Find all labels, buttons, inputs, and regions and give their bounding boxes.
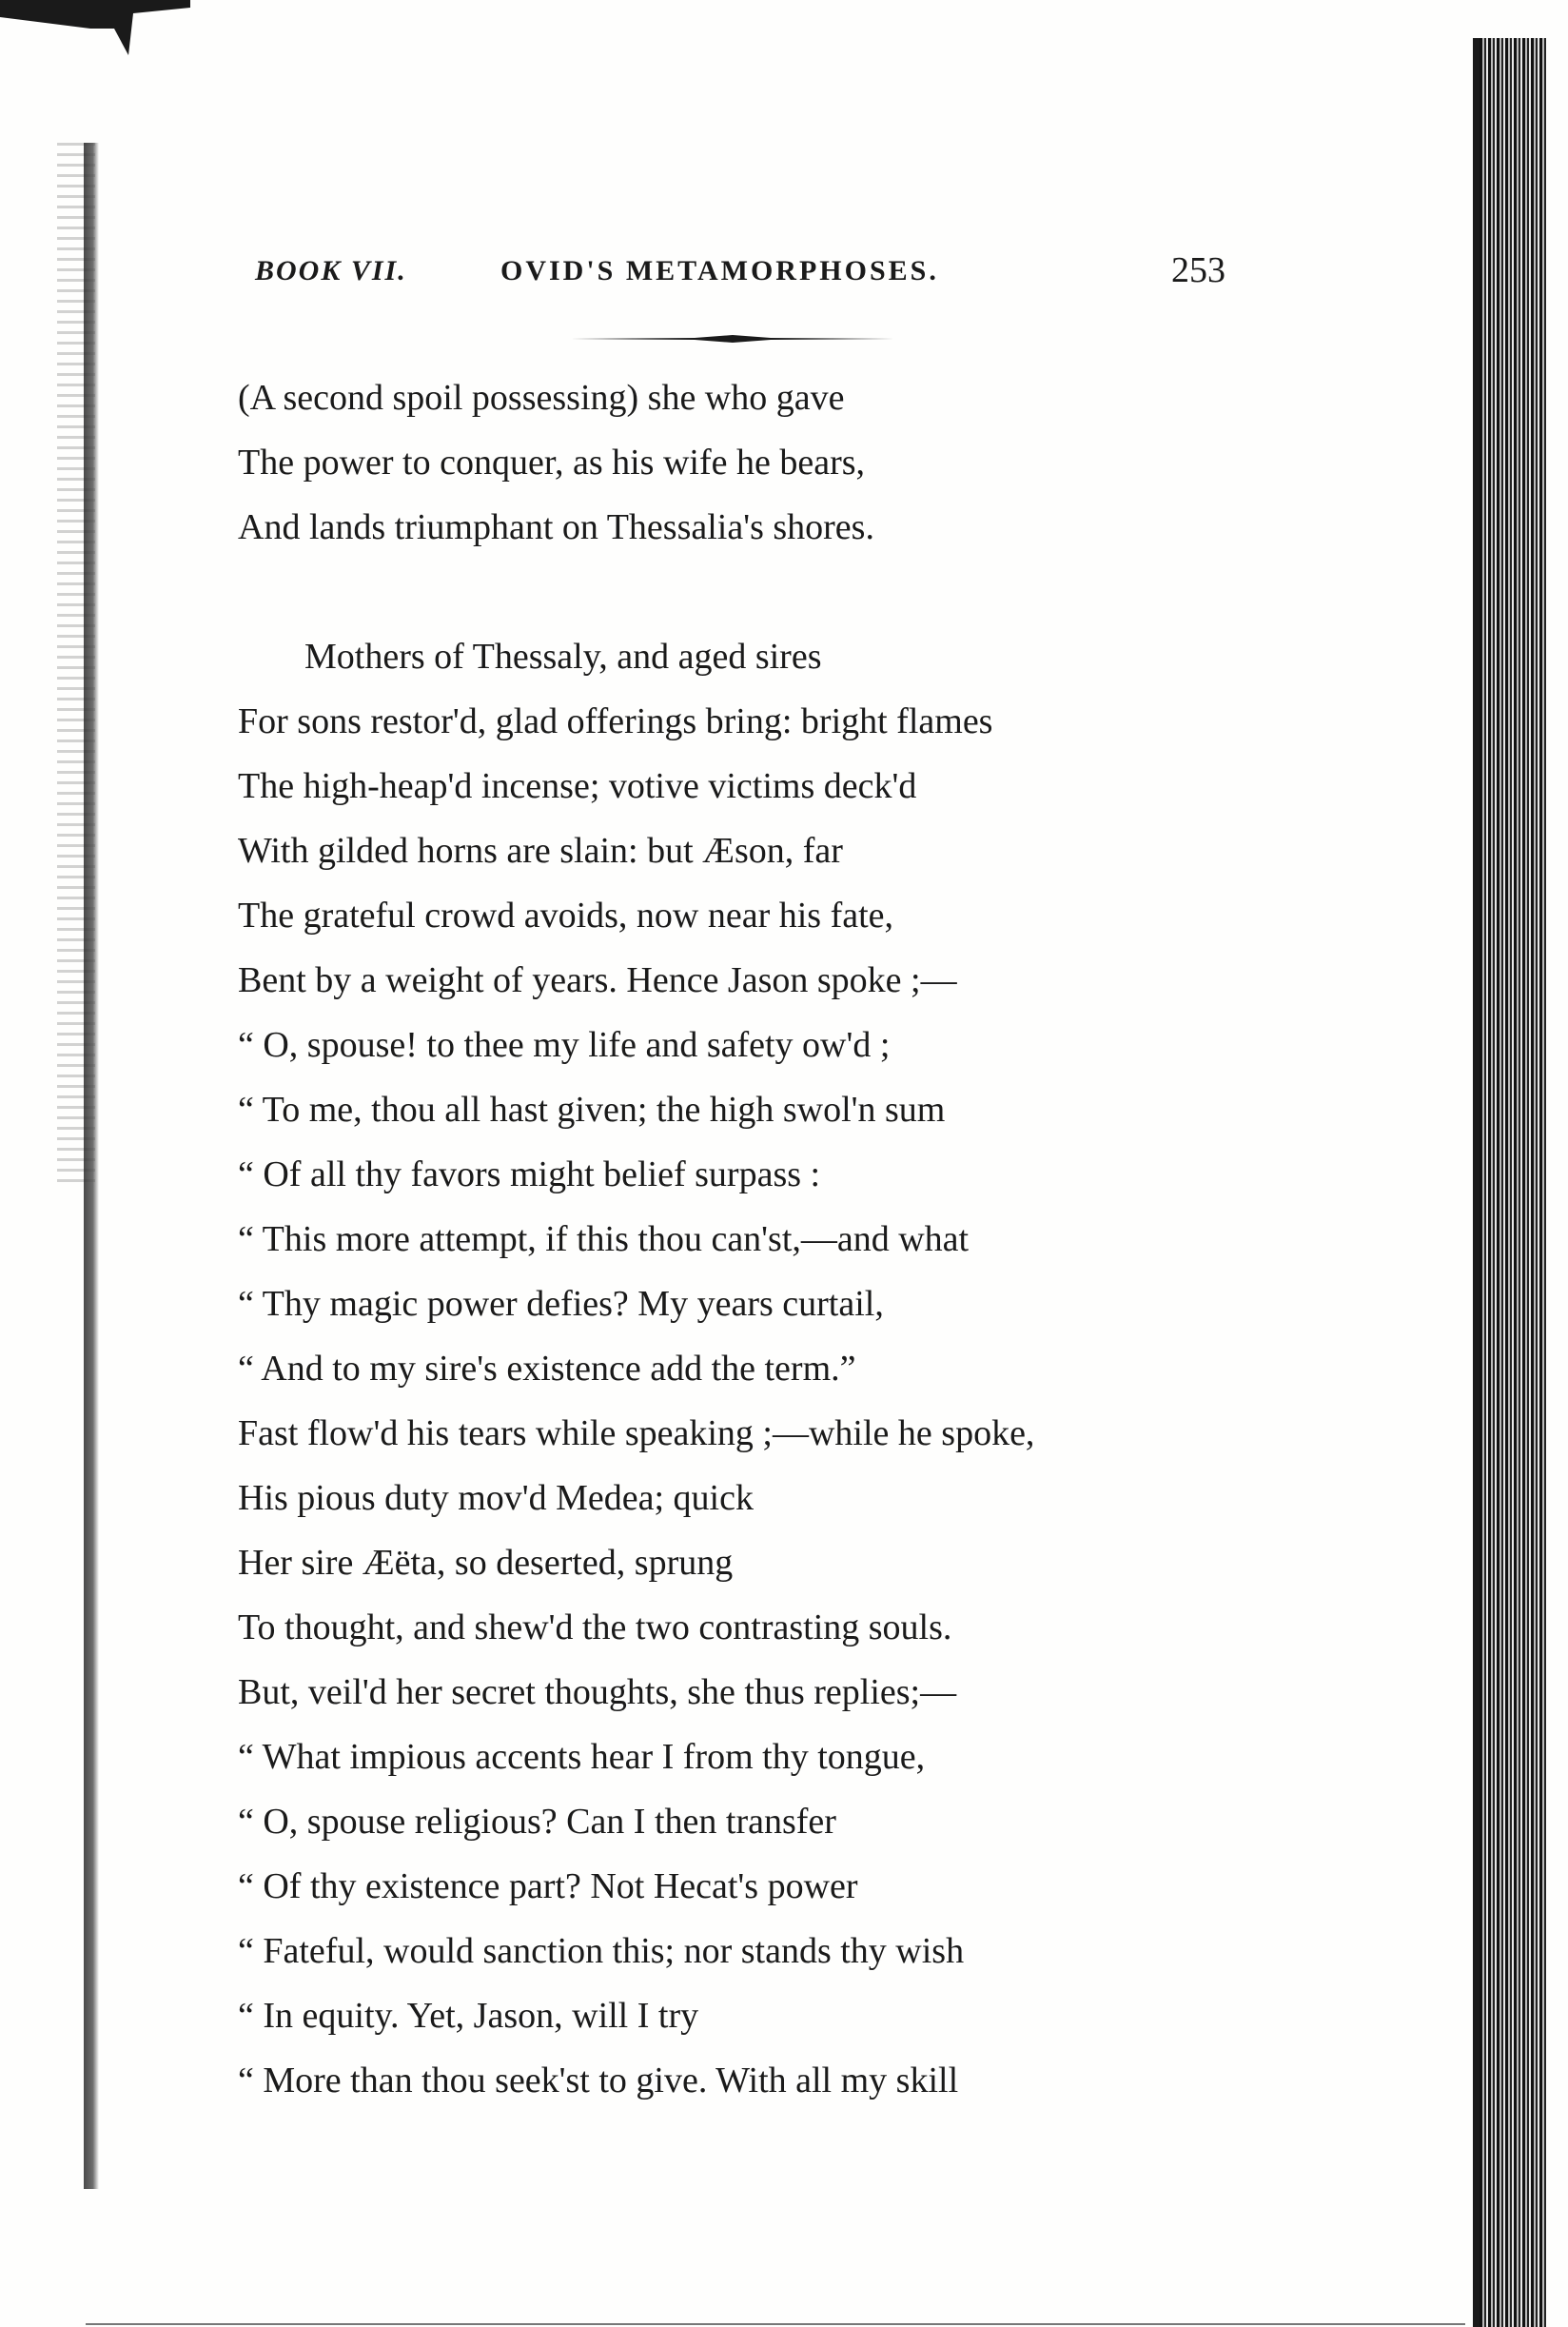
running-title: OVID'S METAMORPHOSES. xyxy=(500,255,939,286)
running-head xyxy=(255,249,1225,297)
verse-line: The grateful crowd avoids, now near his fate, xyxy=(238,896,894,936)
page-edge-stripes xyxy=(1480,38,1546,2327)
corner-ink-mark xyxy=(0,0,190,57)
verse-line: “ Of all thy favors might belief surpass : xyxy=(238,1154,821,1194)
verse-line: His pious duty mov'd Medea; quick xyxy=(238,1478,754,1518)
verse-line: For sons restor'd, glad offerings bring: bright flames xyxy=(238,701,993,741)
verse-line: And lands triumphant on Thessalia's shores. xyxy=(238,507,874,547)
verse-line: “ To me, thou all hast given; the high swol'n sum xyxy=(238,1090,946,1130)
verse-line: To thought, and shew'd the two contrasting souls. xyxy=(238,1607,952,1647)
verse-line: “ Fateful, would sanction this; nor stands thy wish xyxy=(238,1931,965,1971)
verse-line: “ O, spouse religious? Can I then transfer xyxy=(238,1802,836,1842)
verse-line: The high-heap'd incense; votive victims deck'd xyxy=(238,766,917,806)
binding-shadow xyxy=(84,143,99,2189)
verse-line: “ And to my sire's existence add the term.” xyxy=(238,1349,856,1389)
verse-line: “ This more attempt, if this thou can'st,—and what xyxy=(238,1219,970,1259)
verse-line: The power to conquer, as his wife he bears, xyxy=(238,443,866,483)
verse-line: Bent by a weight of years. Hence Jason spoke ;— xyxy=(238,960,957,1000)
verse-line: With gilded horns are slain: but Æson, far xyxy=(238,831,843,871)
verse-line: But, veil'd her secret thoughts, she thus replies;— xyxy=(238,1672,957,1712)
verse-line: “ What impious accents hear I from thy tongue, xyxy=(238,1737,926,1777)
ornamental-rule xyxy=(571,335,894,343)
verse-line: (A second spoil possessing) she who gave xyxy=(238,378,845,418)
verse-line: “ Thy magic power defies? My years curtail, xyxy=(238,1284,884,1324)
page-number: 253 xyxy=(1171,250,1225,290)
verse-line: Her sire Æëta, so deserted, sprung xyxy=(238,1543,734,1583)
verse-line: “ O, spouse! to thee my life and safety ow'd ; xyxy=(238,1025,891,1065)
verse-line: “ More than thou seek'st to give. With all my skill xyxy=(238,2061,959,2100)
bottom-edge-rule xyxy=(86,2322,1465,2326)
verse-line: “ Of thy existence part? Not Hecat's power xyxy=(238,1866,858,1906)
verse-line: Mothers of Thessaly, and aged sires xyxy=(304,637,822,677)
book-label: BOOK VII. xyxy=(255,255,407,286)
verse-line: “ In equity. Yet, Jason, will I try xyxy=(238,1996,699,2036)
verse-line: Fast flow'd his tears while speaking ;—while he spoke, xyxy=(238,1413,1035,1453)
